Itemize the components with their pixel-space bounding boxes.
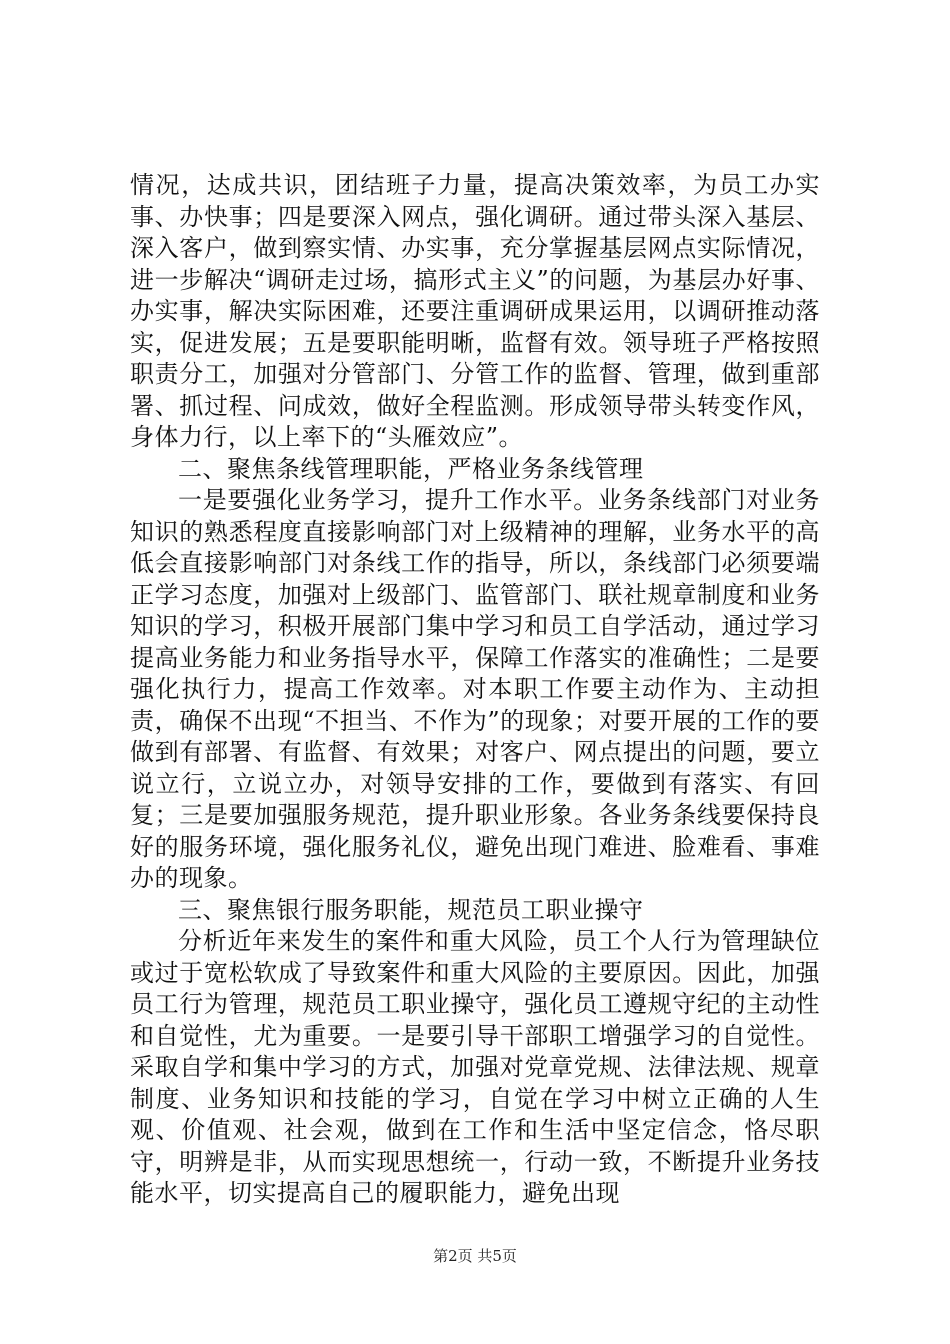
section-heading-2: 二、聚焦条线管理职能，严格业务条线管理 <box>178 454 644 483</box>
section-heading-3: 三、聚焦银行服务职能，规范员工职业操守 <box>178 895 644 924</box>
document-body <box>130 170 820 1210</box>
paragraph-section-3: 分析近年来发生的案件和重大风险，员工个人行为管理缺位或过于宽松软成了导致案件和重大风险的主要原因。因此，加强员工行为管理，规范员工职业操守，强化员工遵规守纪的主动性和自觉性，尤为重要。一是要引导干部职工增强学习的自觉性。采取自学和集中学习的方式，加强对党章党规、法律法规、规章制度、业务知识和技能的学习，自觉在学习中树立正确的人生观、价值观、社会观，做到在工作和生活中坚定信念，恪尽职守，明辨是非，从而实现思想统一，行动一致，不断提升业务技能水平，切实提高自己的履职能力，避免出现 <box>130 927 820 1207</box>
paragraph-continuation: 情况，达成共识，团结班子力量，提高决策效率，为员工办实事、办快事；四是要深入网点，强化调研。通过带头深入基层、深入客户，做到察实情、办实事，充分掌握基层网点实际情况，进一步解决“调研走过场，搞形式主义”的问题，为基层办好事、办实事，解决实际困难，还要注重调研成果运用，以调研推动落实，促进发展；五是要职能明晰，监督有效。领导班子严格按照职责分工，加强对分管部门、分管工作的监督、管理，做到重部署、抓过程、问成效，做好全程监测。形成领导带头转变作风，身体力行，以上率下的“头雁效应”。 <box>130 171 820 451</box>
paragraph-section-2: 一是要强化业务学习，提升工作水平。业务条线部门对业务知识的熟悉程度直接影响部门对上级精神的理解，业务水平的高低会直接影响部门对条线工作的指导，所以，条线部门必须要端正学习态度，加强对上级部门、监管部门、联社规章制度和业务知识的学习，积极开展部门集中学习和员工自学活动，通过学习提高业务能力和业务指导水平，保障工作落实的准确性；二是要强化执行力，提高工作效率。对本职工作要主动作为、主动担责，确保不出现“不担当、不作为”的现象；对要开展的工作的要做到有部署、有监督、有效果；对客户、网点提出的问题，要立说立行，立说立办，对领导安排的工作，要做到有落实、有回复；三是要加强服务规范，提升职业形象。各业务条线要保持良好的服务环境，强化服务礼仪，避免出现门难进、脸难看、事难办的现象。 <box>130 486 820 892</box>
page-footer: 第2页 共5页 <box>433 1247 517 1265</box>
